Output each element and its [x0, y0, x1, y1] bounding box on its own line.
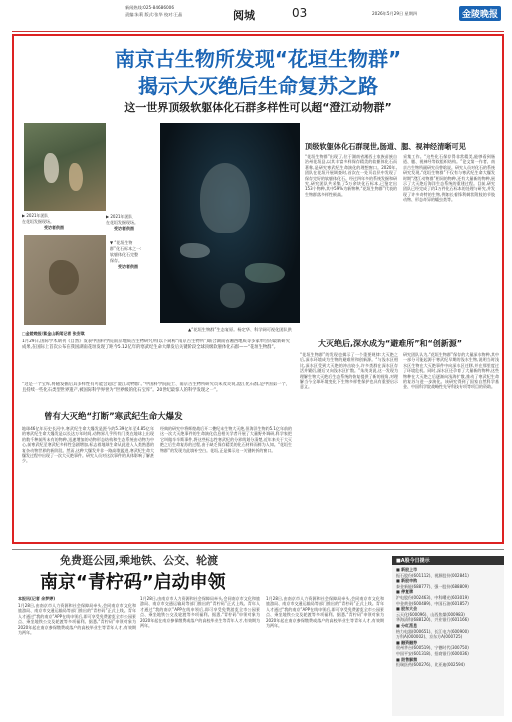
- editors: 责编:朱莉 版式:张华 校对:王晶: [125, 12, 183, 17]
- stock-tip-line: 格力电器(000651)、长江电力(600900): [396, 628, 469, 634]
- headline-line1: 南京古生物所发现“花垣生物群”: [114, 47, 402, 71]
- stock-tip-line: 振石股份(601112)、视源股份(002841): [396, 572, 469, 578]
- lede2: “这是一个宝库,将随发掘后其多样性有可能会超过‘澄江动物群’。”中国科学院院士、南京古生物所研究员朱茂炎说,澄江化石群,是中国第一个、且持续一些化石类型世界遗产,被国际科学界誉为“世界级的化石宝库”。20世纪最惊人的科学发现之一”。: [22, 382, 290, 393]
- photo-ecosystem-reconstruction: [160, 123, 300, 323]
- page-number: 03: [292, 6, 308, 20]
- caption-line: 软躯体化石完整: [110, 252, 138, 257]
- photo-excavation: [24, 123, 106, 211]
- caption-line: 在花垣发掘现场。: [106, 220, 138, 225]
- section-label: 阅城: [233, 9, 255, 22]
- stock-tip-line: 中金黄金(600489)、中国石油(601857): [396, 600, 469, 606]
- caption-line: 在花垣发掘现场。: [22, 219, 54, 224]
- stock-tip-line: ■ 限售解禁: [396, 656, 418, 662]
- stock-tip-line: 贵州茅台(600519)、宁德时代(300750): [396, 645, 469, 651]
- body-col3: “花垣生物群”出现了,位于湖南省湘西土家族苗族自治州花垣县,以其丰富多样保存精美的软躯体化石而著称,是研究寒武纪生命演化的理想窗口。2020年,团队在花垣开展调查时,首次在一处页岩层中发现了保存完好的软躯体化石。经过四年多的系统发掘和研究,研究团队共采集了5万余块化石标本,已鉴定出153个物种,其中59%为新物种,“花垣生物群”代表的生物群落多样性极高。: [305, 154, 397, 197]
- byline: □金陵晚报/紫金山新闻记者 张安琪: [22, 331, 85, 336]
- stock-tip-line: 华海清科(688120)、兴业银行(601166): [396, 617, 469, 623]
- bottom-news-byline: 本报讯(记者 余梦婷): [18, 596, 56, 601]
- bottom-news-body-2: 1月28日,由南京市人力资源和社会保障局牵头,会同南京市文化和旅游局、南京市交通运输局等部门推出的“青柠码”正式上线。青年人才通过“我的南京”APP在线申领后,即可享受免费游览全市公园景点、乘坐地铁公交及轮渡等多项福利。据悉,“青柠码”申领对象为2020年起在南京参保缴费或落户的高校毕业生等青年人才,有效期为两年。: [140, 596, 260, 629]
- stock-tips-heading: ■A股今日提示: [392, 556, 504, 565]
- section-heading-2: 顶级软躯体化石群现世,肠道、腮、视神经清晰可见: [305, 142, 466, 151]
- body-col2: 经典的研究中将辉煌战后开二叠纪末生物大灭绝,但海洋生物约5.1亿年前的这一次大灭绝事件的生命演化信息相关学者开展了大量野外调研,科学家把它叫做辛辛斯事件,将这些标志性寒武纪的分界线划分清楚,近年来关于大灭绝之后生命复苏的过程,由于缺乏保存精美的化石材料而鲜为人知。“花垣生物群”的发现为此填补空白。花垣,正是揭示这一关键转折的窗口。: [160, 426, 292, 453]
- section-heading-1: 曾有大灭绝“打断”寒武纪生命大爆发: [44, 412, 183, 422]
- photo-caption-main: ▲“花垣生物群”生态复原。杨定华、科学网可视化团队供: [188, 327, 292, 332]
- stock-tips-list: [396, 567, 502, 668]
- bottom-news-kicker: 免费逛公园,乘地铁、公交、轮渡: [60, 554, 219, 567]
- date: 2026年5月29日 星期四: [372, 11, 418, 16]
- bottom-rule: [12, 549, 504, 550]
- stock-tip-line: 云天化(600096)、山西焦煤(000983): [396, 611, 465, 617]
- caption-line: ▶ 2021年团队: [22, 213, 49, 218]
- body-col6: 研究团队认为,“花垣生物群”保存的大量深水物种,其中一部分可能起源于寒武纪早期的浅水生物,说明当时浅水区生物在大灭绝事件中向深水区迁移,并在那里度过了环境危机。同时,深水区还孕育了大量新的物种,这些物种在大灭绝之后逐渐向浅海扩散,推动了寒武纪生命的复苏与进一步演化。该研究得到了国家自然科学基金、中国科学院战略性先导科技专项等项目的资助。: [403, 352, 499, 390]
- body-col1: 地球46亿年历史长河中,寒武纪生命大爆发是距今约5.39亿年至4.85亿年的寒武纪生命大爆发是以长达万年时间,动物界几乎所有门类在地球上出现的数千种前所未有的物种,迅速增加的动物形态结构和生态系统由动物为中心,前寒武纪至寒武纪多样性急剧增加,标志着地球生命从此进入人类熟悉的复杂动物世界的新阶段。然而,这种大爆发并非一路高歌猛进,寒武纪生命大爆发过程中出现了一次大灭绝事件。研究人员对这次事件的具体影响了解甚少。: [22, 426, 154, 464]
- caption-line: 群”化石标本之一:: [110, 246, 142, 251]
- body-col5: “花垣生物群”的发现也揭示了一个重要规律:大灭绝之后,深水环境成为生物的避难所和创新源。“与浅水区相比,深水区受到大灭绝的冲击较小,许多类群在深水区存活并繁衍,随后又向浅水区扩散。”朱茂炎说,这一发现为理解生物大灭绝后生态系统的恢复提供了新的视角,对理解当今全球环境变化下生物多样性保护也具有重要启示意义。: [300, 352, 398, 390]
- stock-tip-line: 泰金新能(688777)、强一股份(688809): [396, 583, 469, 589]
- lede: 1月29日,国际学术期刊《自然》发表中国科学院南京地质古生物研究所(以下简称“南京古生物所”)联合湖南省湘西地质等多家单位的最新研究成果,在国际上首次公布在我国湖南花垣发现了距今5.12亿年的寒武纪生命大爆发后关键阶段全球顶级软躯体化石群——“花垣生物群”。: [22, 339, 290, 350]
- stock-tip-line: 中国平安(601318)、招商银行(600036): [396, 650, 469, 656]
- stock-tip-line: ■ 停复牌: [396, 589, 414, 595]
- photo-fossil-specimen: [24, 235, 106, 325]
- section-heading-3: 大灭绝后,深水成为“避难所”和“创新源”: [318, 339, 463, 348]
- headline-subtitle: 这一世界顶级软躯体化石群多样性可以超“澄江动物群”: [124, 101, 392, 114]
- caption-line: ▶ 2021年团队: [106, 214, 133, 219]
- stock-tip-line: 万科A(000002)、京东方A(000725): [396, 634, 463, 640]
- stock-tip-line: 沪电股份(002463)、中科曙光(603019): [396, 594, 469, 600]
- header-rule: [12, 31, 504, 32]
- caption-line: 受访者供图: [114, 226, 134, 231]
- bottom-news-title: 南京“青柠码”启动申领: [40, 572, 226, 593]
- stock-tip-line: ■ 新股上市: [396, 567, 418, 572]
- body-col4: 采集工作。“这些化石保存得非常精美,能够看到肠道、腮、视神经等软组织结构。”论文第一作者、南京古生物所副研究员曾晗说。研究人员对化石的系统研究发现,“花垣生物群”不仅有与寒武纪生命大爆发时期“澄江动物群”相同的物种,还有大量新的物种,展示了大灭绝后海洋生态系统的重建过程。目前,研究团队已经完成了约1万件化石标本的处理与研究,并发现了许多奇特的生物,例如长着锋利刺状附肢的节肢动物、形态奇异的蠕虫类等。: [403, 154, 495, 203]
- bottom-news-body: 1月28日,由南京市人力资源和社会保障局牵头,会同南京市文化和旅游局、南京市交通运输局等部门推出的“青柠码”正式上线。青年人才通过“我的南京”APP在线申领后,即可享受免费游览全市公园景点、乘坐地铁公交及轮渡等多项福利。据悉,“青柠码”申领对象为2020年起在南京参保缴费或落户的高校毕业生等青年人才,有效期为两年。: [18, 603, 136, 636]
- headline-line2: 揭示大灭绝后生命复苏之路: [138, 74, 378, 98]
- stock-tip-line: ■ 分红派息: [396, 622, 418, 628]
- paper-logo: 金陵晚报: [459, 6, 501, 21]
- stock-tip-line: 恒瑞医药(600276)、比亚迪(002594): [396, 662, 465, 668]
- bottom-news-body-3: 1月28日,由南京市人力资源和社会保障局牵头,会同南京市文化和旅游局、南京市交通运输局等部门推出的“青柠码”正式上线。青年人才通过“我的南京”APP在线申领后,即可享受免费游览全市公园景点、乘坐地铁公交及轮渡等多项福利。据悉,“青柠码”申领对象为2020年起在南京参保缴费或落户的高校毕业生等青年人才,有效期为两年。: [266, 596, 384, 629]
- hotline: 新闻热线:025-84686006: [125, 5, 174, 10]
- caption-line: ▼ “花垣生物: [110, 240, 133, 245]
- stock-tip-line: ■ 新股申购: [396, 578, 418, 584]
- caption-line: 受访者供图: [44, 225, 64, 230]
- caption-line: 保存。: [110, 258, 122, 263]
- stock-tip-line: ■ 融资融券: [396, 639, 418, 645]
- caption-line: 受访者供图: [118, 264, 138, 269]
- stock-tip-line: ■ 股东大会: [396, 606, 418, 612]
